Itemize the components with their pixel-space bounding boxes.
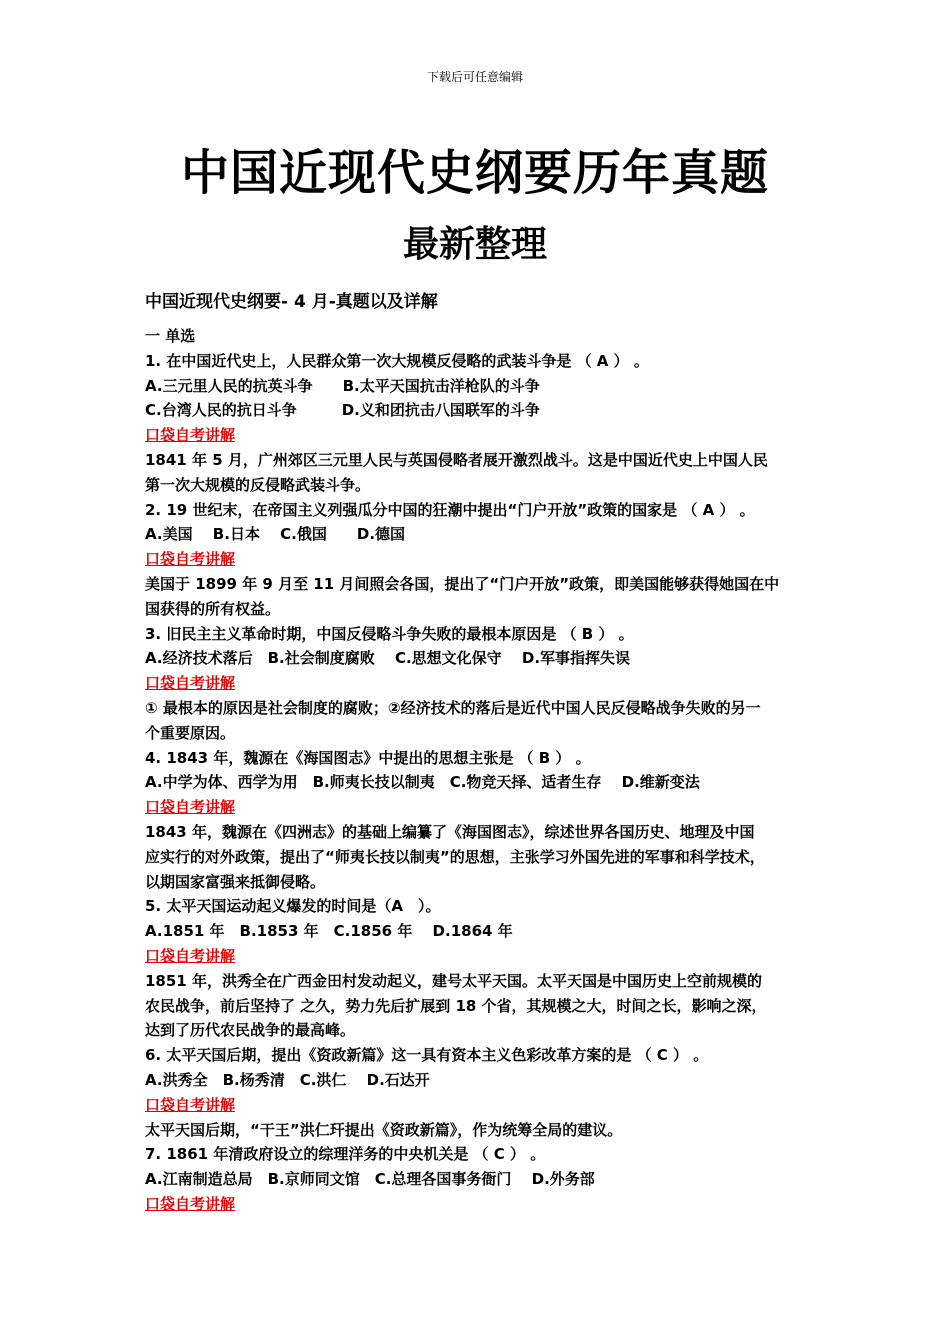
question-options: A.中学为体、西学为用 B.师夷长技以制夷 C.物竞天择、适者生存 D.维新变法 — [145, 773, 700, 792]
explanation-text: 农民战争，前后坚持了 之久，势力先后扩展到 18 个省，其规模之大，时间之长，影响之深， — [145, 996, 767, 1015]
question-options: A.美国 B.日本 C.俄国 D.德国 — [145, 525, 406, 544]
section-title: 中国近现代史纲要- 4 月-真题以及详解 — [145, 292, 438, 312]
question-text: 4. 1843 年，魏源在《海国图志》中提出的思想主张是 （ B ） 。 — [145, 748, 591, 767]
explanation-text: 1843 年，魏源在《四洲志》的基础上编纂了《海国图志》，综述世界各国历史、地理及中国 — [145, 822, 755, 841]
question-options: A.经济技术落后 B.社会制度腐败 C.思想文化保守 D.军事指挥失误 — [145, 649, 631, 668]
question-list — [145, 324, 825, 1217]
document-subtitle: 最新整理 — [402, 224, 547, 265]
question-text: 2. 19 世纪末，在帝国主义列强瓜分中国的狂潮中提出“门户开放”政策的国家是 （ A ） 。 — [145, 500, 755, 519]
part-label: 一 单选 — [145, 327, 196, 345]
question-text: 6. 太平天国后期，提出《资政新篇》这一具有资本主义色彩改革方案的是 （ C ） 。 — [145, 1046, 709, 1065]
explanation-label: 口袋自考讲解 — [145, 426, 236, 445]
explanation-label: 口袋自考讲解 — [145, 1095, 236, 1114]
question-options: A.1851 年 B.1853 年 C.1856 年 D.1864 年 — [145, 922, 513, 941]
page-header-note: 下载后可任意编辑 — [426, 70, 523, 84]
question-text: 5. 太平天国运动起义爆发的时间是（A ）。 — [145, 897, 441, 916]
question-options: C.台湾人民的抗日斗争 D.义和团抗击八国联军的斗争 — [145, 401, 540, 420]
question-text: 1. 在中国近代史上，人民群众第一次大规模反侵略的武装斗争是 （ A ） 。 — [145, 351, 649, 370]
explanation-text: 应实行的对外政策，提出了“师夷长技以制夷”的思想，主张学习外国先进的军事和科学技术， — [145, 847, 765, 866]
explanation-label: 口袋自考讲解 — [145, 550, 236, 569]
explanation-text: 国获得的所有权益。 — [145, 599, 281, 618]
question-text: 7. 1861 年清政府设立的综理洋务的中央机关是 （ C ） 。 — [145, 1145, 546, 1164]
explanation-label: 口袋自考讲解 — [145, 798, 236, 817]
explanation-label: 口袋自考讲解 — [145, 674, 236, 693]
explanation-text: 太平天国后期，“干王”洪仁玕提出《资政新篇》，作为统筹全局的建议。 — [145, 1120, 623, 1139]
explanation-text: ① 最根本的原因是社会制度的腐败；②经济技术的落后是近代中国人民反侵略战争失败的另一 — [145, 698, 761, 717]
question-options: A.江南制造总局 B.京师同文馆 C.总理各国事务衙门 D.外务部 — [145, 1170, 595, 1189]
question-text: 3. 旧民主主义革命时期，中国反侵略斗争失败的最根本原因是 （ B ） 。 — [145, 624, 634, 643]
explanation-text: 1851 年，洪秀全在广西金田村发动起义，建号太平天国。太平天国是中国历史上空前规模的 — [145, 971, 762, 990]
explanation-text: 达到了历代农民战争的最高峰。 — [145, 1021, 356, 1040]
explanation-label: 口袋自考讲解 — [145, 1194, 236, 1213]
explanation-text: 1841 年 5 月，广州郊区三元里人民与英国侵略者展开激烈战斗。这是中国近代史上中国人民 — [145, 450, 768, 469]
explanation-text: 美国于 1899 年 9 月至 11 月间照会各国，提出了“门户开放”政策，即美国能够获得她国在中 — [145, 574, 780, 593]
document-title: 中国近现代史纲要历年真题 — [180, 145, 769, 201]
explanation-text: 个重要原因。 — [145, 723, 236, 742]
explanation-text: 以期国家富强来抵御侵略。 — [145, 872, 326, 891]
explanation-label: 口袋自考讲解 — [145, 946, 236, 965]
question-options: A.洪秀全 B.杨秀清 C.洪仁 D.石达开 — [145, 1070, 430, 1089]
question-options: A.三元里人民的抗英斗争 B.太平天国抗击洋枪队的斗争 — [145, 376, 540, 395]
explanation-text: 第一次大规模的反侵略武装斗争。 — [145, 475, 371, 494]
